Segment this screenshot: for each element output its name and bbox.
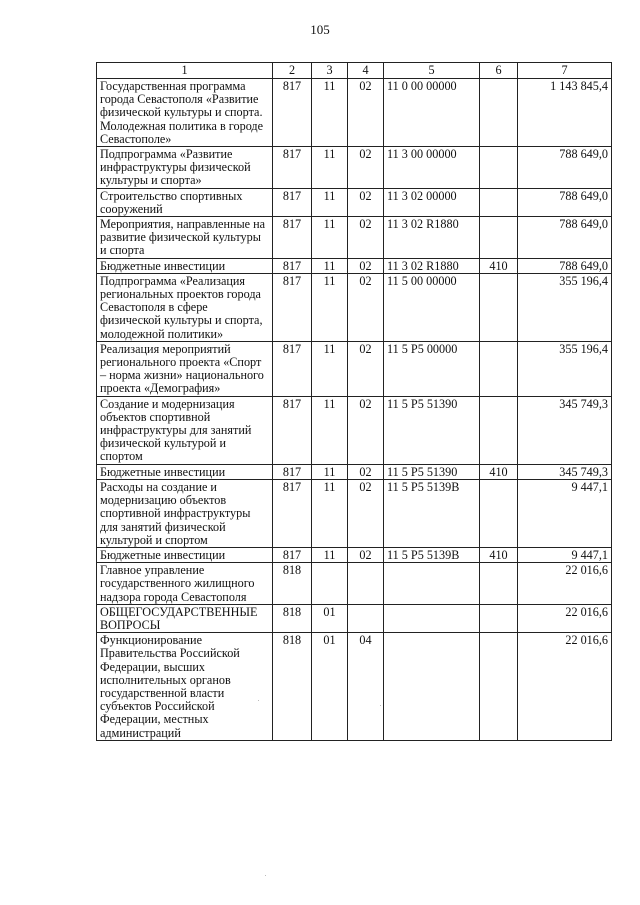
table-body (97, 79, 612, 741)
table-row (97, 604, 612, 632)
expense-type-cell (480, 147, 518, 189)
column-header: 5 (384, 63, 480, 79)
budget-table (96, 62, 612, 741)
table-row (97, 633, 612, 741)
section-code-cell: 11 (312, 396, 348, 464)
amount-cell: 355 196,4 (518, 273, 612, 341)
table-row (97, 217, 612, 259)
table-row (97, 273, 612, 341)
ministry-code-cell: 817 (273, 147, 312, 189)
scan-speck (380, 705, 381, 706)
row-name-cell: Подпрограмма «Реализация региональных проектов города Севастополя в сфере физической культуры и спорта, молодежной политики» (97, 273, 273, 341)
row-name-cell: Государственная программа города Севастополя «Развитие физической культуры и спорта. Молодежная политика в городе Севастополе» (97, 79, 273, 147)
column-header: 6 (480, 63, 518, 79)
subsection-code-cell: 02 (348, 258, 384, 273)
expense-type-cell (480, 188, 518, 216)
row-name-cell: Подпрограмма «Развитие инфраструктуры физической культуры и спорта» (97, 147, 273, 189)
amount-cell: 1 143 845,4 (518, 79, 612, 147)
subsection-code-cell: 02 (348, 217, 384, 259)
table-row (97, 258, 612, 273)
section-code-cell: 11 (312, 464, 348, 479)
subsection-code-cell: 04 (348, 633, 384, 741)
table-row (97, 341, 612, 396)
column-header: 2 (273, 63, 312, 79)
expense-type-cell (480, 604, 518, 632)
table-row (97, 479, 612, 547)
target-article-cell: 11 3 02 00000 (384, 188, 480, 216)
ministry-code-cell: 817 (273, 547, 312, 562)
section-code-cell: 11 (312, 341, 348, 396)
expense-type-cell (480, 341, 518, 396)
column-header: 3 (312, 63, 348, 79)
subsection-code-cell: 02 (348, 547, 384, 562)
ministry-code-cell: 817 (273, 79, 312, 147)
amount-cell: 22 016,6 (518, 604, 612, 632)
expense-type-cell: 410 (480, 464, 518, 479)
subsection-code-cell (348, 563, 384, 605)
amount-cell: 355 196,4 (518, 341, 612, 396)
amount-cell: 788 649,0 (518, 258, 612, 273)
table-row (97, 547, 612, 562)
row-name-cell: Бюджетные инвестиции (97, 258, 273, 273)
section-code-cell (312, 563, 348, 605)
subsection-code-cell: 02 (348, 464, 384, 479)
ministry-code-cell: 817 (273, 396, 312, 464)
section-code-cell: 11 (312, 273, 348, 341)
subsection-code-cell: 02 (348, 479, 384, 547)
row-name-cell: Функционирование Правительства Российской Федерации, высших исполнительных органов государственной власти субъектов Российской Федерации, местных администраций (97, 633, 273, 741)
target-article-cell: 11 3 02 R1880 (384, 217, 480, 259)
target-article-cell: 11 3 02 R1880 (384, 258, 480, 273)
scan-speck (258, 700, 259, 701)
amount-cell: 788 649,0 (518, 188, 612, 216)
target-article-cell: 11 3 00 00000 (384, 147, 480, 189)
subsection-code-cell: 02 (348, 273, 384, 341)
expense-type-cell (480, 396, 518, 464)
header-row (97, 63, 612, 79)
row-name-cell: Создание и модернизация объектов спортивной инфраструктуры для занятий физической культурой и спортом (97, 396, 273, 464)
table-row (97, 563, 612, 605)
subsection-code-cell (348, 604, 384, 632)
target-article-cell: 11 5 Р5 51390 (384, 396, 480, 464)
ministry-code-cell: 817 (273, 479, 312, 547)
table-row (97, 464, 612, 479)
target-article-cell: 11 5 Р5 5139В (384, 479, 480, 547)
section-code-cell: 11 (312, 79, 348, 147)
section-code-cell: 11 (312, 147, 348, 189)
section-code-cell: 11 (312, 217, 348, 259)
expense-type-cell (480, 479, 518, 547)
table-row (97, 396, 612, 464)
subsection-code-cell: 02 (348, 396, 384, 464)
expense-type-cell (480, 79, 518, 147)
section-code-cell: 01 (312, 633, 348, 741)
subsection-code-cell: 02 (348, 188, 384, 216)
ministry-code-cell: 818 (273, 563, 312, 605)
expense-type-cell: 410 (480, 258, 518, 273)
expense-type-cell (480, 217, 518, 259)
amount-cell: 22 016,6 (518, 633, 612, 741)
row-name-cell: Мероприятия, направленные на развитие физической культуры и спорта (97, 217, 273, 259)
amount-cell: 9 447,1 (518, 479, 612, 547)
expense-type-cell: 410 (480, 547, 518, 562)
amount-cell: 345 749,3 (518, 464, 612, 479)
subsection-code-cell: 02 (348, 147, 384, 189)
row-name-cell: Реализация мероприятий регионального проекта «Спорт – норма жизни» национального проекта «Демография» (97, 341, 273, 396)
table-row (97, 188, 612, 216)
target-article-cell: 11 5 Р5 5139В (384, 547, 480, 562)
table-row (97, 147, 612, 189)
section-code-cell: 11 (312, 479, 348, 547)
amount-cell: 345 749,3 (518, 396, 612, 464)
target-article-cell: 11 5 Р5 51390 (384, 464, 480, 479)
target-article-cell (384, 633, 480, 741)
subsection-code-cell: 02 (348, 341, 384, 396)
expense-type-cell (480, 633, 518, 741)
amount-cell: 22 016,6 (518, 563, 612, 605)
target-article-cell (384, 563, 480, 605)
scan-speck (265, 875, 266, 876)
page-number: 105 (310, 22, 330, 37)
subsection-code-cell: 02 (348, 79, 384, 147)
row-name-cell: Строительство спортивных сооружений (97, 188, 273, 216)
row-name-cell: Главное управление государственного жилищного надзора города Севастополя (97, 563, 273, 605)
target-article-cell (384, 604, 480, 632)
row-name-cell: Бюджетные инвестиции (97, 547, 273, 562)
table-row (97, 79, 612, 147)
target-article-cell: 11 5 Р5 00000 (384, 341, 480, 396)
ministry-code-cell: 817 (273, 341, 312, 396)
amount-cell: 788 649,0 (518, 147, 612, 189)
expense-type-cell (480, 563, 518, 605)
column-header: 1 (97, 63, 273, 79)
target-article-cell: 11 0 00 00000 (384, 79, 480, 147)
amount-cell: 788 649,0 (518, 217, 612, 259)
section-code-cell: 11 (312, 258, 348, 273)
row-name-cell: ОБЩЕГОСУДАРСТВЕННЫЕ ВОПРОСЫ (97, 604, 273, 632)
row-name-cell: Расходы на создание и модернизацию объектов спортивной инфраструктуры для занятий физической культурой и спортом (97, 479, 273, 547)
ministry-code-cell: 817 (273, 217, 312, 259)
row-name-cell: Бюджетные инвестиции (97, 464, 273, 479)
section-code-cell: 11 (312, 547, 348, 562)
section-code-cell: 11 (312, 188, 348, 216)
ministry-code-cell: 817 (273, 258, 312, 273)
target-article-cell: 11 5 00 00000 (384, 273, 480, 341)
ministry-code-cell: 818 (273, 604, 312, 632)
ministry-code-cell: 817 (273, 464, 312, 479)
amount-cell: 9 447,1 (518, 547, 612, 562)
column-header: 7 (518, 63, 612, 79)
expense-type-cell (480, 273, 518, 341)
ministry-code-cell: 818 (273, 633, 312, 741)
ministry-code-cell: 817 (273, 188, 312, 216)
column-header: 4 (348, 63, 384, 79)
section-code-cell: 01 (312, 604, 348, 632)
ministry-code-cell: 817 (273, 273, 312, 341)
